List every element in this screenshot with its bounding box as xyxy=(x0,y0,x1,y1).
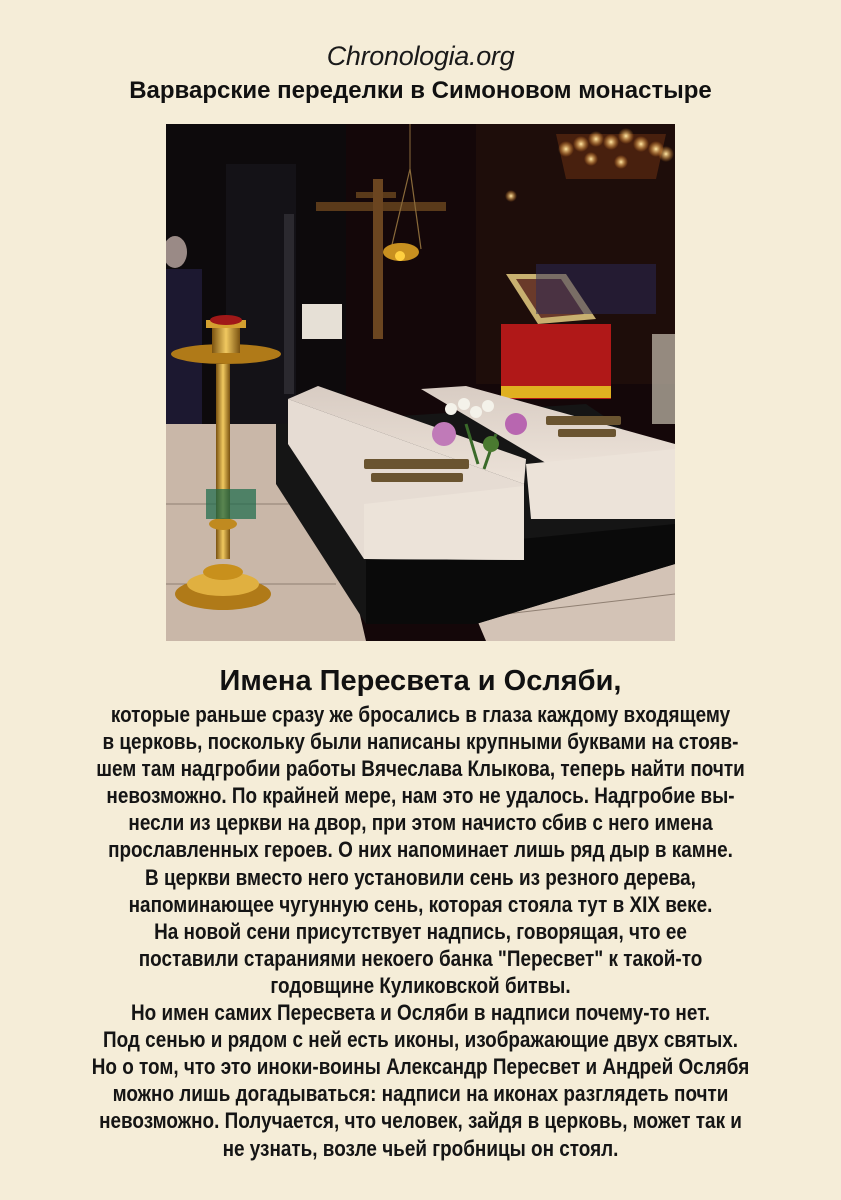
body-line: Но имен самих Пересвета и Осляби в надписи почему-то нет. xyxy=(131,1000,710,1026)
body-line: невозможно. По крайней мере, нам это не удалось. Надгробие вы- xyxy=(106,783,735,809)
body-line: В церкви вместо него установили сень из резного дерева, xyxy=(145,864,696,890)
body-line: Но о том, что это иноки-воины Александр Пересвет и Андрей Ослябя xyxy=(91,1054,750,1080)
article-body xyxy=(0,701,841,1162)
body-line: Под сенью и рядом с ней есть иконы, изображающие двух святых. xyxy=(102,1027,739,1053)
church-tomb-photo xyxy=(166,124,675,641)
body-line: невозможно. Получается, что человек, зайдя в церковь, может так и xyxy=(99,1108,742,1134)
body-line: напоминающее чугунную сень, которая стояла тут в XIX веке. xyxy=(128,891,713,917)
body-line: поставили стараниями некоего банка "Пересвет" к такой-то xyxy=(138,945,703,971)
body-line: На новой сени присутствует надпись, говорящая, что ее xyxy=(154,918,687,944)
body-line: несли из церкви на двор, при этом начисто сбив с него имена xyxy=(128,810,713,836)
page-title: Варварские переделки в Симоновом монастыре xyxy=(129,77,712,104)
body-line: прославленных героев. О них напоминает лишь ряд дыр в камне. xyxy=(108,837,733,863)
site-name: Chronologia.org xyxy=(326,41,515,71)
body-line: годовщине Куликовской битвы. xyxy=(270,972,571,998)
body-line: не узнать, возле чьей гробницы он стоял. xyxy=(222,1135,619,1161)
body-line: шем там надгробии работы Вячеслава Клыкова, теперь найти почти xyxy=(96,756,745,782)
section-heading: Имена Пересвета и Осляби, xyxy=(219,665,622,697)
body-line: которые раньше сразу же бросались в глаза каждому входящему xyxy=(110,702,731,727)
body-line: в церковь, поскольку были написаны крупными буквами на стояв- xyxy=(102,729,739,755)
body-line: можно лишь догадываться: надписи на иконах разглядеть почти xyxy=(112,1081,729,1107)
